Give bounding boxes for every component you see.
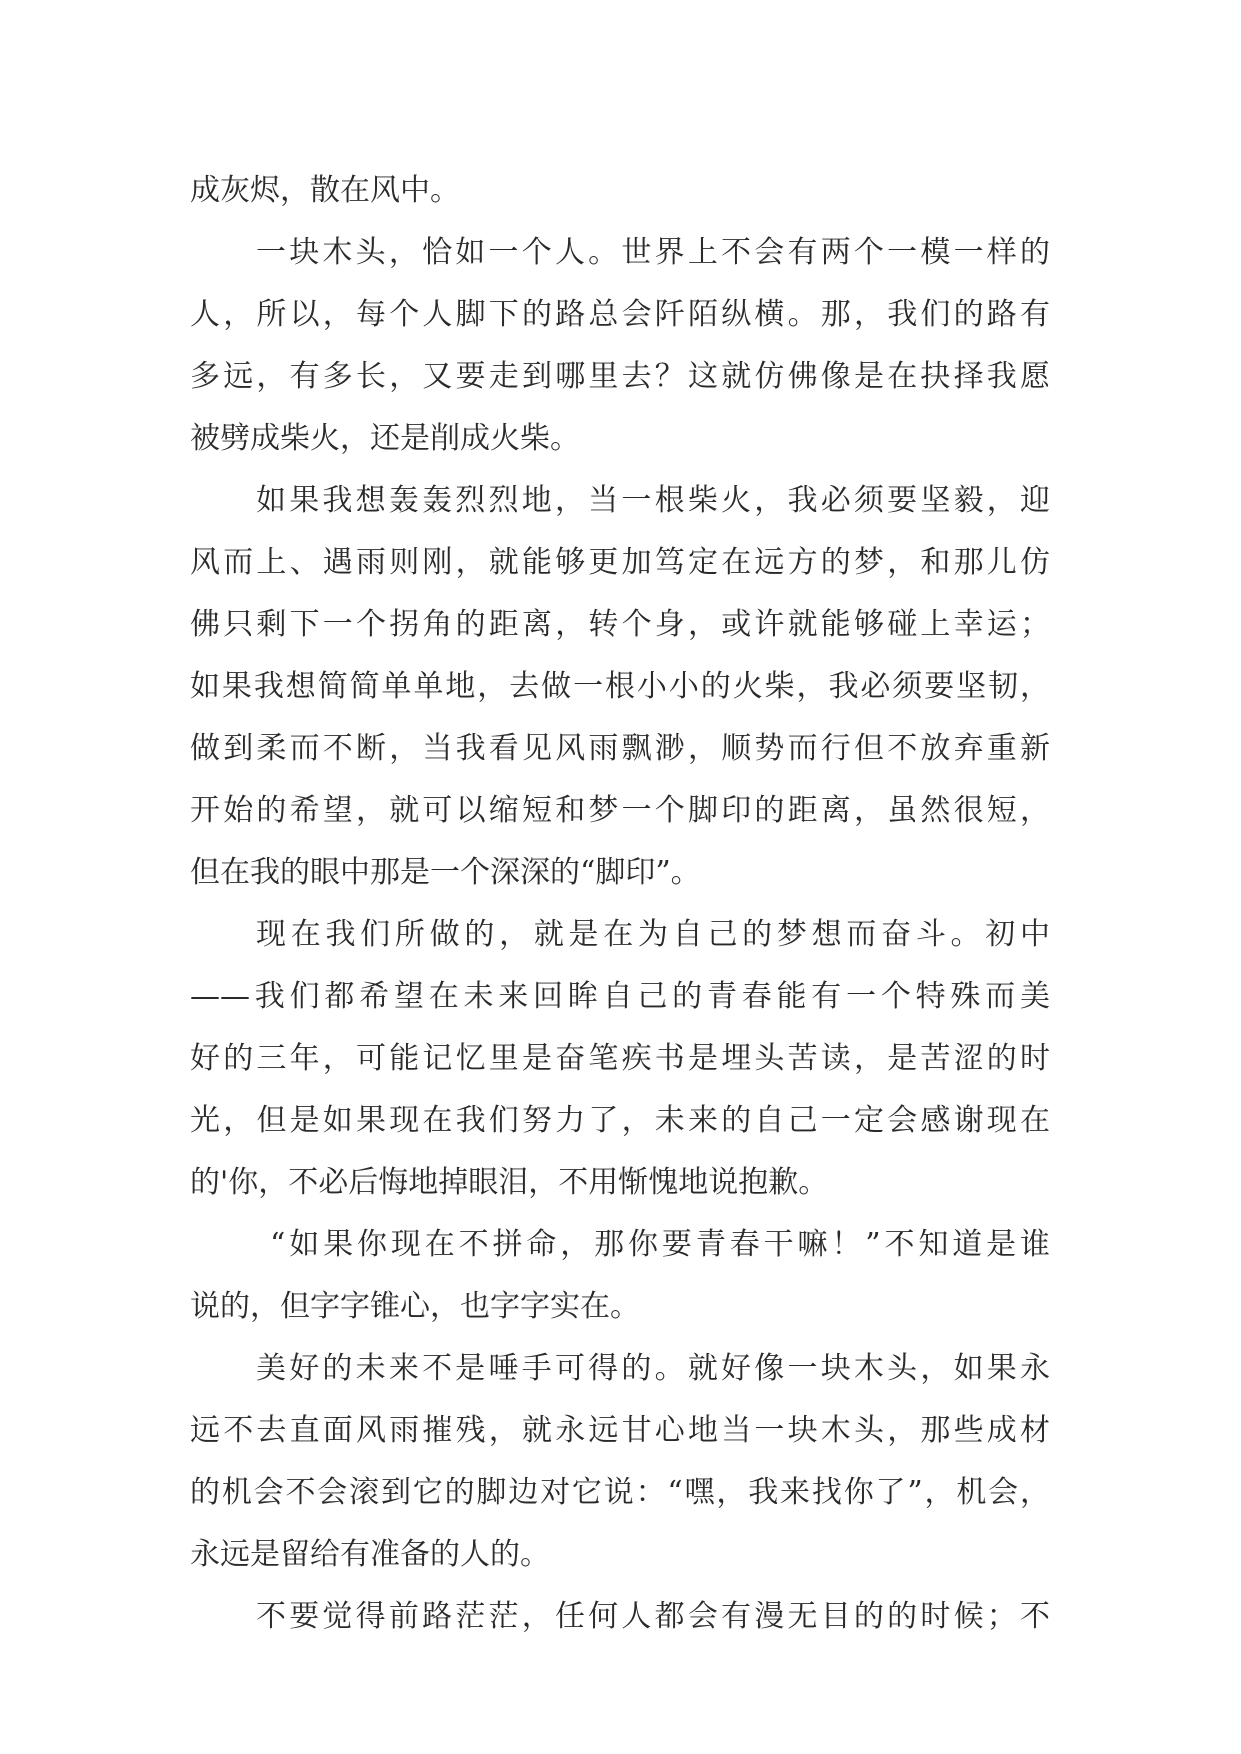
text-line: 如果我想轰轰烈烈地，当一根柴火，我必须要坚毅，迎 — [256, 483, 1050, 518]
text-line: 说的，但字字锥心，也字字实在。 — [190, 1289, 640, 1324]
text-line: 佛只剩下一个拐角的距离，转个身，或许就能够碰上幸运； — [190, 607, 1050, 642]
text-line: 光，但是如果现在我们努力了，未来的自己一定会感谢现在 — [190, 1103, 1050, 1138]
text-line: 不要觉得前路茫茫，任何人都会有漫无目的的时候；不 — [256, 1599, 1050, 1634]
text-line: 的机会不会滚到它的脚边对它说：“嘿，我来找你了”，机会， — [190, 1475, 1050, 1510]
text-line: 如果我想简简单单地，去做一根小小的火柴，我必须要坚韧， — [190, 669, 1050, 704]
text-line: 被劈成柴火，还是削成火柴。 — [190, 421, 580, 456]
text-line: 现在我们所做的，就是在为自己的梦想而奋斗。初中 — [256, 917, 1050, 952]
text-line: 远不去直面风雨摧残，就永远甘心地当一块木头，那些成材 — [190, 1413, 1050, 1448]
text-line: 人，所以，每个人脚下的路总会阡陌纵横。那，我们的路有 — [190, 297, 1050, 332]
text-line: 但在我的眼中那是一个深深的“脚印”。 — [190, 855, 701, 890]
text-line: 做到柔而不断，当我看见风雨飘渺，顺势而行但不放弃重新 — [190, 731, 1050, 766]
text-line: ——我们都希望在未来回眸自己的青春能有一个特殊而美 — [190, 979, 1050, 1014]
text-line: 的'你，不必后悔地掉眼泪，不用惭愧地说抱歉。 — [190, 1165, 829, 1200]
text-line: 一块木头，恰如一个人。世界上不会有两个一模一样的 — [256, 235, 1050, 270]
text-line: 风而上、遇雨则刚，就能够更加笃定在远方的梦，和那儿仿 — [190, 545, 1050, 580]
text-line: 永远是留给有准备的人的。 — [190, 1537, 550, 1572]
text-line: 好的三年，可能记忆里是奋笔疾书是埋头苦读，是苦涩的时 — [190, 1041, 1050, 1076]
text-line: “如果你现在不拼命，那你要青春干嘛！”不知道是谁 — [270, 1227, 1050, 1262]
text-line: 开始的希望，就可以缩短和梦一个脚印的距离，虽然很短， — [190, 793, 1050, 828]
document-body — [190, 160, 1050, 1648]
text-line: 美好的未来不是唾手可得的。就好像一块木头，如果永 — [256, 1351, 1050, 1386]
text-line: 多远，有多长，又要走到哪里去？这就仿佛像是在抉择我愿 — [190, 359, 1050, 394]
text-line: 成灰烬，散在风中。 — [190, 173, 460, 208]
